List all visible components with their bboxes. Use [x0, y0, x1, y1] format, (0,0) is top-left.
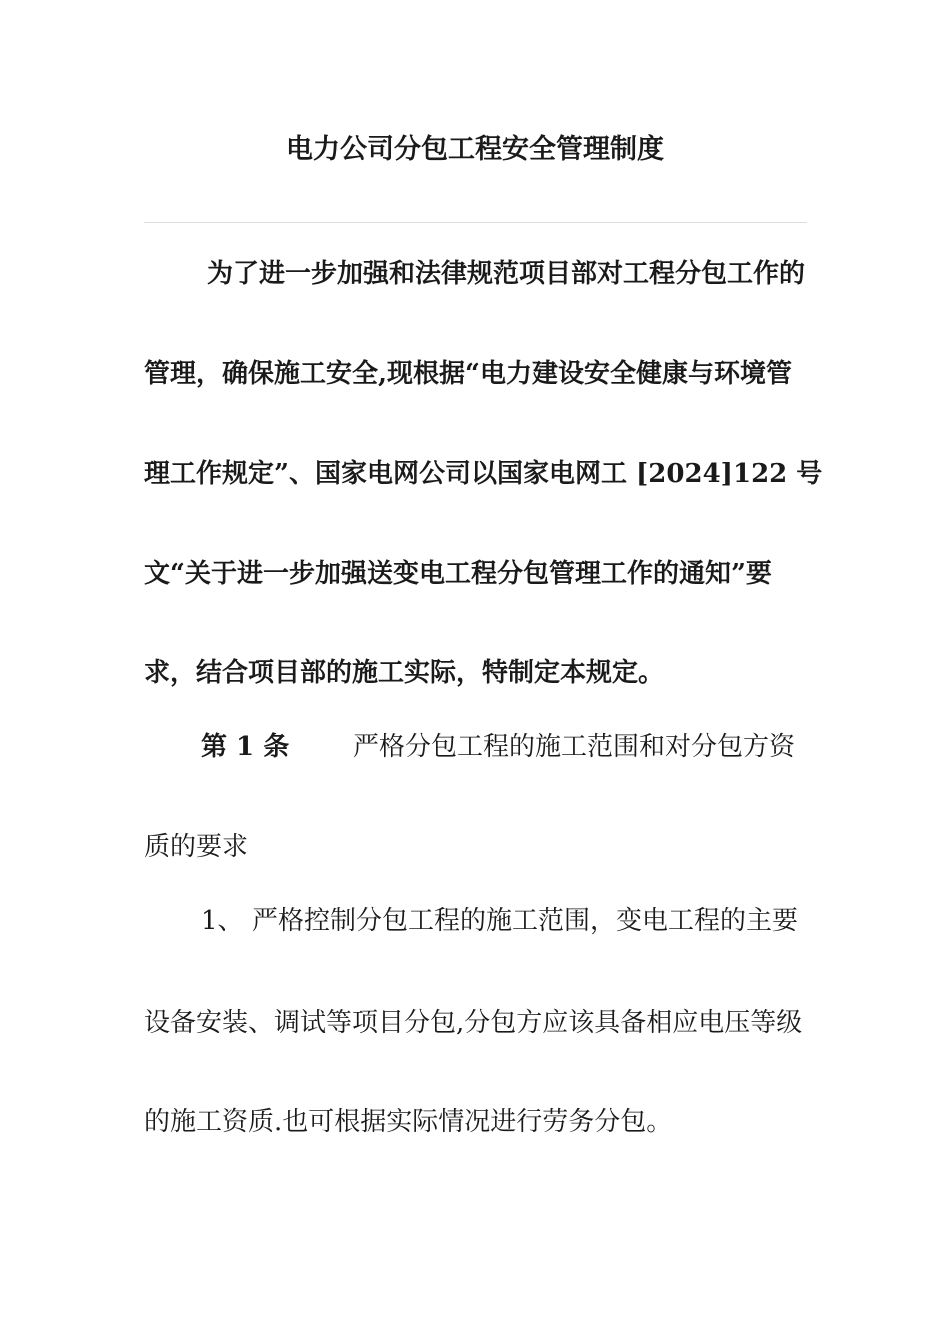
intro-line-1: 为了进一步加强和法律规范项目部对工程分包工作的: [207, 259, 806, 289]
article-number: 第 1 条: [201, 732, 290, 762]
intro-line-5: 求，结合项目部的施工实际，特制定本规定。: [144, 658, 665, 688]
article-heading-line-2: 质的要求: [144, 832, 249, 862]
title-divider: [144, 222, 807, 223]
item-line-1: 严格控制分包工程的施工范围，变电工程的主要: [252, 906, 799, 936]
item-number: 1、: [201, 906, 244, 936]
intro-line-4: 文“关于进一步加强送变电工程分包管理工作的通知”要: [144, 559, 772, 589]
intro-line-3: 理工作规定”、国家电网公司以国家电网工 [2024]122 号: [144, 459, 823, 489]
intro-line-2: 管理，确保施工安全,现根据“电力建设安全健康与环境管: [144, 359, 793, 389]
document-title: 电力公司分包工程安全管理制度: [286, 134, 664, 165]
article-heading-line-1: 严格分包工程的施工范围和对分包方资: [353, 732, 796, 762]
item-line-3: 的施工资质.也可根据实际情况进行劳务分包。: [144, 1107, 673, 1137]
item-line-2: 设备安装、调试等项目分包,分包方应该具备相应电压等级: [144, 1008, 803, 1038]
